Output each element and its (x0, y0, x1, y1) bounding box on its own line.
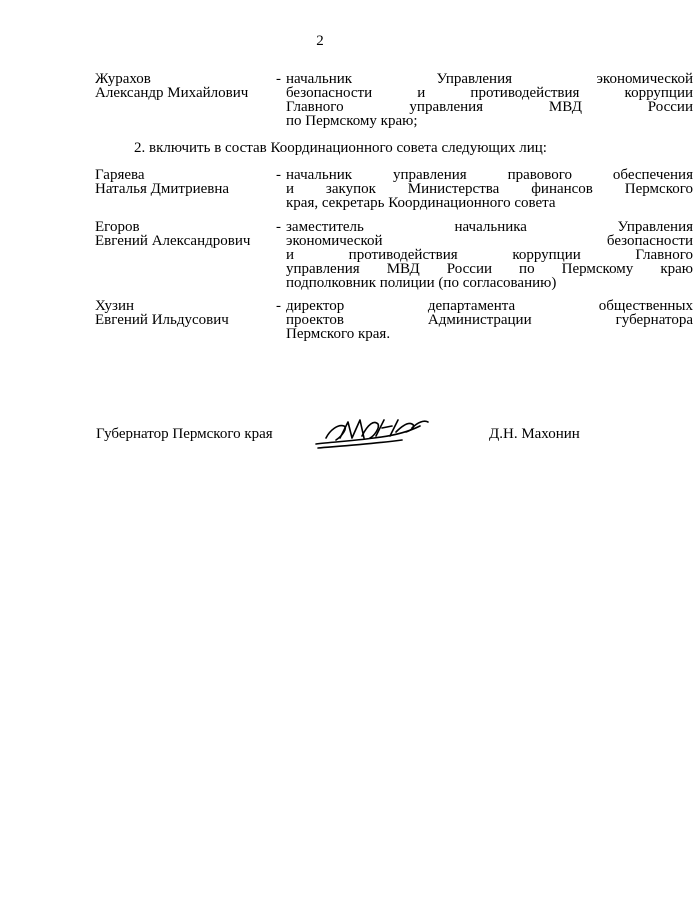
person-surname: Хузин (95, 298, 134, 314)
position-line: и закупок Министерства финансов Пермского (286, 181, 693, 197)
list-item (95, 167, 693, 212)
position-line: директор департамента общественных (286, 298, 693, 314)
person-name (95, 220, 275, 248)
position-line: края, секретарь Координационного совета (286, 195, 556, 211)
list-item (95, 71, 693, 130)
position-line: управления МВД России по Пермскому краю (286, 261, 693, 277)
dash: - (276, 298, 281, 314)
person-position (286, 72, 693, 128)
person-name (95, 299, 275, 327)
person-surname: Гаряева (95, 167, 145, 183)
position-line: и противодействия коррупции Главного (286, 247, 693, 263)
list-item (95, 298, 693, 343)
position-line: безопасности и противодействия коррупции (286, 85, 693, 101)
list-item (95, 219, 693, 292)
page-number: 2 (316, 33, 324, 49)
governor-name: Д.Н. Махонин (489, 426, 580, 442)
person-given-names: Наталья Дмитриевна (95, 181, 230, 197)
person-position (286, 299, 693, 341)
position-line: проектов Администрации губернатора (286, 312, 693, 328)
person-position (286, 168, 693, 210)
position-line: Пермского края. (286, 326, 391, 342)
person-given-names: Евгений Ильдусович (95, 312, 229, 328)
person-given-names: Александр Михайлович (95, 85, 249, 101)
person-given-names: Евгений Александрович (95, 233, 251, 249)
person-surname: Журахов (95, 71, 151, 87)
paragraph-2: 2. включить в состав Координационного совета следующих лиц: (134, 140, 547, 156)
governor-title: Губернатор Пермского края (96, 426, 273, 442)
dash: - (276, 219, 281, 235)
person-surname: Егоров (95, 219, 140, 235)
position-line: заместитель начальника Управления (286, 219, 693, 235)
position-line: по Пермскому краю; (286, 113, 418, 129)
position-line: начальник Управления экономической (286, 71, 693, 87)
position-line: Главного управления МВД России (286, 99, 693, 115)
dash: - (276, 167, 281, 183)
dash: - (276, 71, 281, 87)
person-position (286, 220, 693, 290)
signature-image (312, 408, 432, 452)
position-line: подполковник полиции (по согласованию) (286, 275, 557, 291)
person-name (95, 72, 275, 100)
position-line: начальник управления правового обеспечения (286, 167, 693, 183)
person-name (95, 168, 275, 196)
position-line: экономической безопасности (286, 233, 693, 249)
